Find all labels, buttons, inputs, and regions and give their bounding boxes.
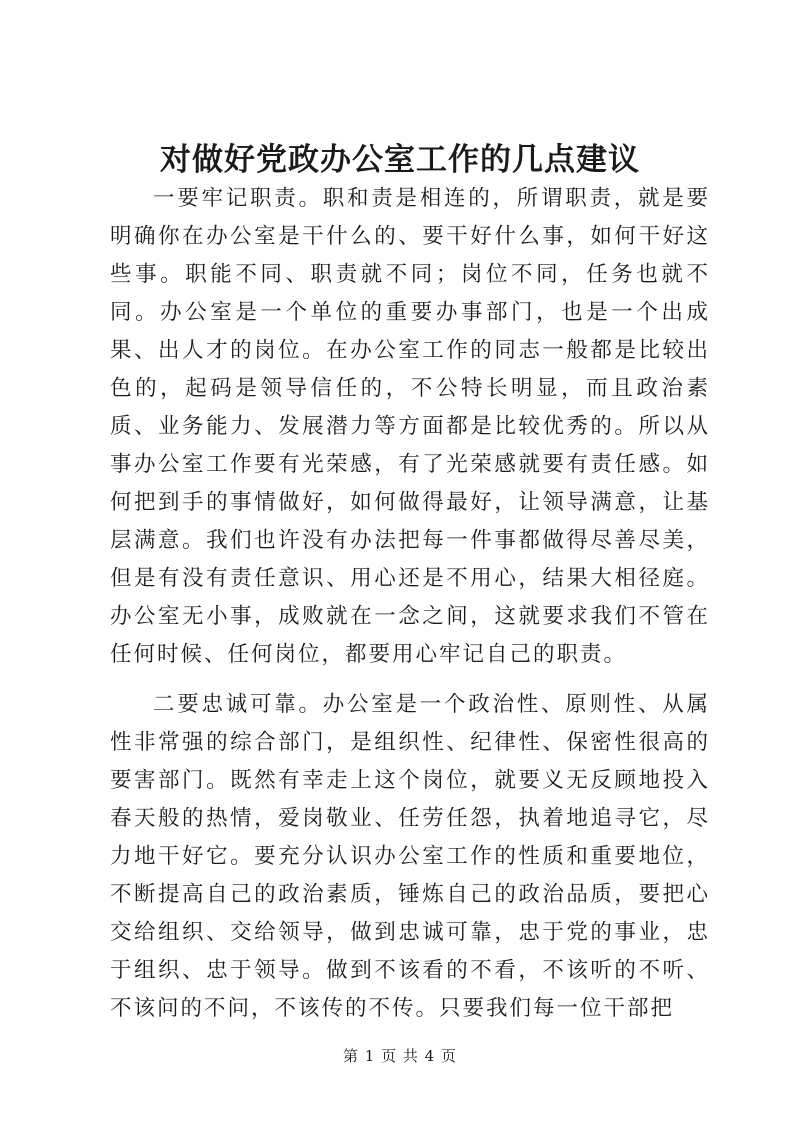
paragraph-1: 一要牢记职责。职和责是相连的，所谓职责，就是要明确你在办公室是干什么的、要干好什么事，如何干好这些事。职能不同、职责就不同；岗位不同，任务也就不同。办公室是一个单位的重要办事部门，也是一个出成果、出人才的岗位。在办公室工作的同志一般都是比较出色的，起码是领导信任的，不公特长明显，而且政治素质、业务能力、发展潜力等方面都是比较优秀的。所以从事办公室工作要有光荣感，有了光荣感就要有责任感。如何把到手的事情做好，如何做得最好，让领导满意，让基层满意。我们也许没有办法把每一件事都做得尽善尽美，但是有没有责任意识、用心还是不用心，结果大相径庭。办公室无小事，成败就在一念之间，这就要求我们不管在任何时候、任何岗位，都要用心牢记自己的职责。 [110,186,710,667]
document-body [110,180,710,1028]
paragraph-2: 二要忠诚可靠。办公室是一个政治性、原则性、从属性非常强的综合部门，是组织性、纪律性、保密性很高的要害部门。既然有幸走上这个岗位，就要义无反顾地投入春天般的热情，爱岗敬业、任劳任怨，执着地追寻它，尽力地干好它。要充分认识办公室工作的性质和重要地位，不断提高自己的政治素质，锤炼自己的政治品质，要把心交给组织、交给领导，做到忠诚可靠，忠于党的事业，忠于组织、忠于领导。做到不该看的不看，不该听的不听、不该问的不问，不该传的不传。只要我们每一位干部把 [110,692,710,1021]
document-title: 对做好党政办公室工作的几点建议 [160,142,640,178]
page-number-footer: 第 1 页 共 4 页 [343,1047,457,1065]
